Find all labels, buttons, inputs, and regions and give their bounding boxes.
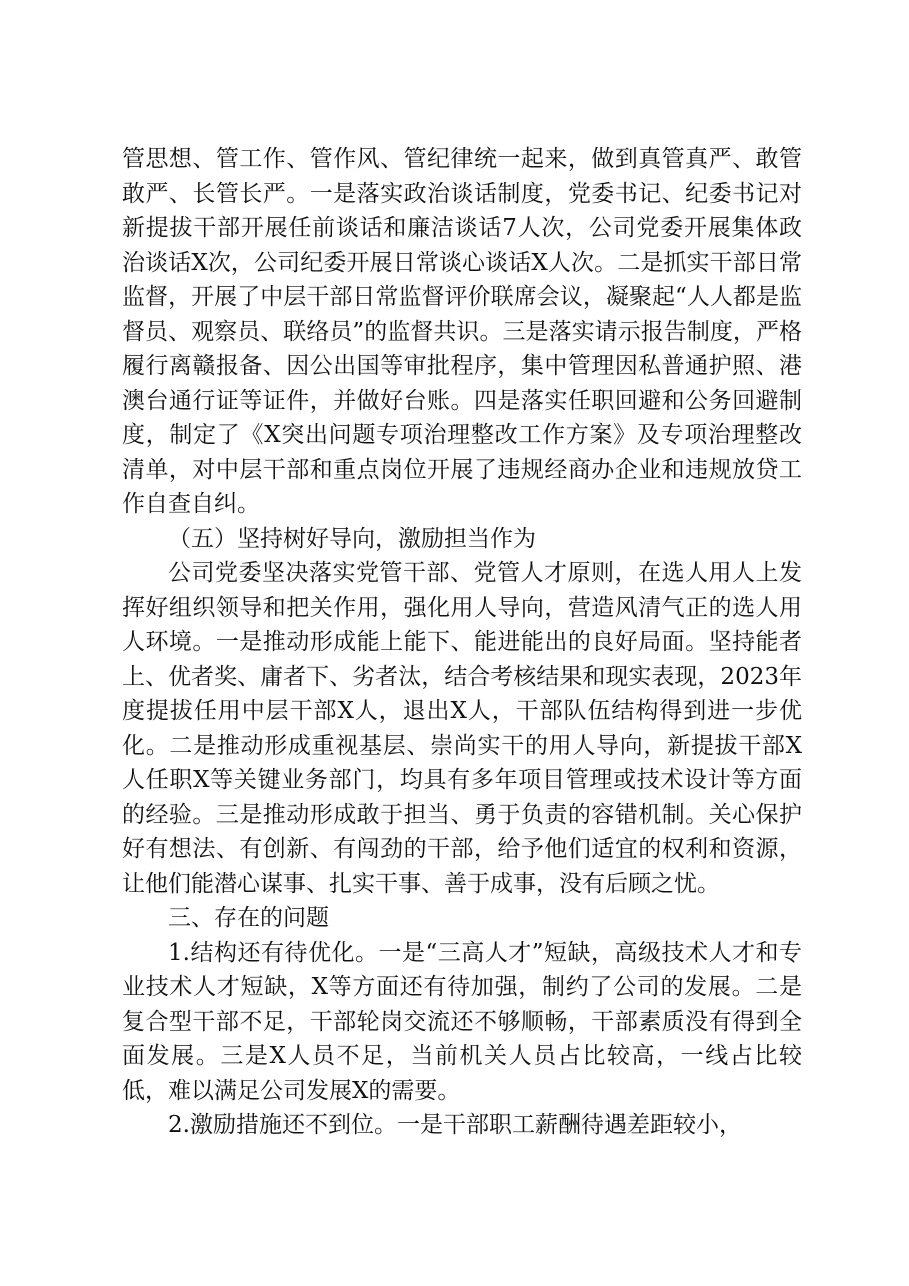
problem-item-1: 1.结构还有待优化。一是“三高人才”短缺，高级技术人才和专业技术人才短缺，X等方面还有待加强，制约了公司的发展。二是复合型干部不足，干部轮岗交流还不够顺畅，干部素质没有得到全面发展。三是X人员不足，当前机关人员占比较高，一线占比较低，难以满足公司发展X的需要。 <box>122 939 802 1104</box>
subheading-five: （五）坚持树好导向，激励担当作为 <box>168 525 536 552</box>
document-body <box>122 142 802 1143</box>
problem-item-2: 2.激励措施还不到位。一是干部职工薪酬待遇差距较小， <box>168 1112 742 1138</box>
paragraph-five: 公司党委坚决落实党管干部、党管人才原则，在选人用人上发挥好组织领导和把关作用，强化用人导向，营造风清气正的选人用人环境。一是推动形成能上能下、能进能出的良好局面。坚持能者上、优者奖、庸者下、劣者汰，结合考核结果和现实表现，2023年度提拔任用中层干部X人，退出X人，干部队伍结构得到进一步优化。二是推动形成重视基层、崇尚实干的用人导向，新提拔干部X人任职X等关键业务部门，均具有多年项目管理或技术设计等方面的经验。三是推动形成敢于担当、勇于负责的容错机制。关心保护好有想法、有创新、有闯劲的干部，给予他们适宜的权利和资源，让他们能潜心谋事、扎实干事、善于成事，没有后顾之忧。 <box>122 560 802 897</box>
section-three-title: 三、存在的问题 <box>168 905 329 931</box>
paragraph-continuation: 管思想、管工作、管作风、管纪律统一起来，做到真管真严、敢管敢严、长管长严。一是落实政治谈话制度，党委书记、纪委书记对新提拔干部开展任前谈话和廉洁谈话7人次，公司党委开展集体政治谈话X次，公司纪委开展日常谈心谈话X人次。二是抓实干部日常监督，开展了中层干部日常监督评价联席会议，凝聚起“人人都是监督员、观察员、联络员”的监督共识。三是落实请示报告制度，严格履行离赣报备、因公出国等审批程序，集中管理因私普通护照、港澳台通行证等证件，并做好台账。四是落实任职回避和公务回避制度，制定了《X突出问题专项治理整改工作方案》及专项治理整改清单，对中层干部和重点岗位开展了违规经商办企业和违规放贷工作自查自纠。 <box>122 146 802 517</box>
